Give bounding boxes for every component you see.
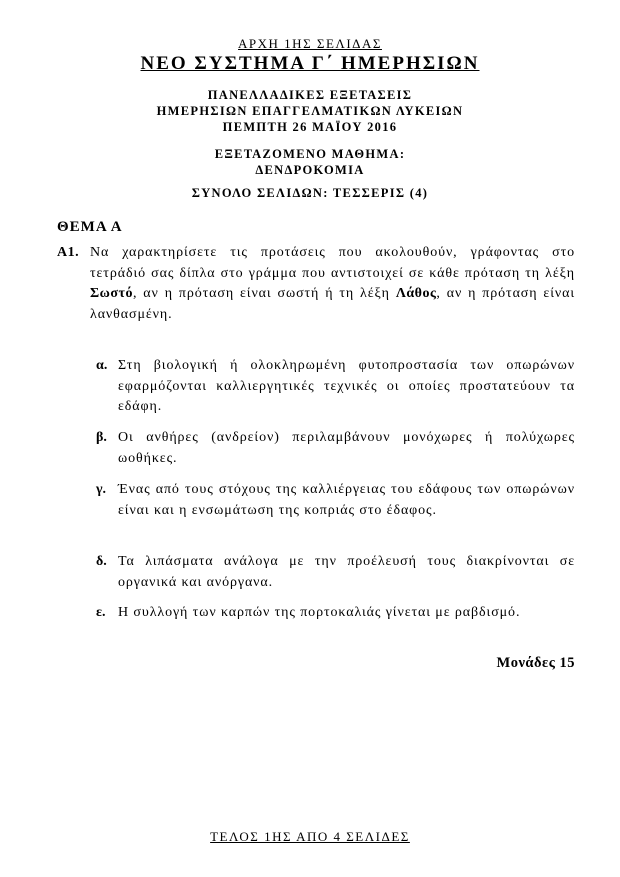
question-text: Να χαρακτηρίσετε τις προτάσεις που ακολουθούν, γράφοντας στο τετράδιό σας δίπλα στο γράμμα που αντιστοιχεί σε κάθε πρόταση τη λέξη Σωστό, αν η πρόταση είναι σωστή ή τη λέξη Λάθος, αν η πρόταση είναι λανθασμένη. — [90, 245, 575, 322]
statement-text: Τα λιπάσματα ανάλογα με την προέλευσή τους διακρίνονται σε οργανικά και ανόργανα. — [118, 554, 575, 590]
page-start-header: ΑΡΧΗ 1ΗΣ ΣΕΛΙΔΑΣ — [238, 36, 382, 51]
statement-text: Η συλλογή των καρπών της πορτοκαλιάς γίνεται με ραβδισμό. — [118, 605, 521, 620]
page-end-footer: ΤΕΛΟΣ 1ΗΣ ΑΠΟ 4 ΣΕΛΙΔΕΣ — [210, 829, 410, 844]
word-wrong: Λάθος — [395, 286, 437, 301]
statement-letter: ε. — [96, 605, 106, 620]
subject-name: ΔΕΝΔΡΟΚΟΜΙΑ — [255, 163, 365, 177]
points-label: Μονάδες 15 — [496, 655, 575, 671]
statement-letter: δ. — [96, 554, 107, 569]
subject-label: ΕΞΕΤΑΖΟΜΕΝΟ ΜΑΘΗΜΑ: — [214, 147, 406, 161]
statement-item — [96, 552, 575, 593]
statement-text: Ένας από τους στόχους της καλλιέργειας του εδάφους των οπωρώνων είναι και η ενσωμάτωση της κοπριάς στο έδαφος. — [118, 482, 575, 518]
word-correct: Σωστό — [90, 286, 133, 301]
question-a1 — [57, 243, 575, 325]
statement-item — [96, 428, 575, 469]
system-title: ΝΕΟ ΣΥΣΤΗΜΑ Γ΄ ΗΜΕΡΗΣΙΩΝ — [140, 53, 480, 74]
statement-text: Οι ανθήρες (ανδρείον) περιλαμβάνουν μονόχωρες ή πολύχωρες ωοθήκες. — [118, 430, 575, 466]
statement-item — [96, 356, 575, 418]
statement-letter: β. — [96, 430, 107, 445]
total-pages: ΣΥΝΟΛΟ ΣΕΛΙΔΩΝ: ΤΕΣΣΕΡΙΣ (4) — [191, 186, 429, 200]
statement-letter: γ. — [96, 482, 107, 497]
statement-item — [96, 603, 575, 624]
question-number: Α1. — [57, 245, 80, 260]
exam-date: ΠΕΜΠΤΗ 26 ΜΑΪΟΥ 2016 — [222, 120, 398, 134]
theme-title: ΘΕΜΑ Α — [57, 219, 123, 235]
statement-text: Στη βιολογική ή ολοκληρωμένη φυτοπροστασία των οπωρώνων εφαρμόζονται καλλιεργητικές τεχνικές οι οποίες προστατεύουν τα εδάφη. — [118, 358, 575, 414]
statement-letter: α. — [96, 358, 108, 373]
school-type: ΗΜΕΡΗΣΙΩΝ ΕΠΑΓΓΕΛΜΑΤΙΚΩΝ ΛΥΚΕΙΩΝ — [156, 104, 464, 118]
exams-title: ΠΑΝΕΛΛΑΔΙΚΕΣ ΕΞΕΤΑΣΕΙΣ — [207, 88, 413, 102]
statement-item — [96, 480, 575, 521]
